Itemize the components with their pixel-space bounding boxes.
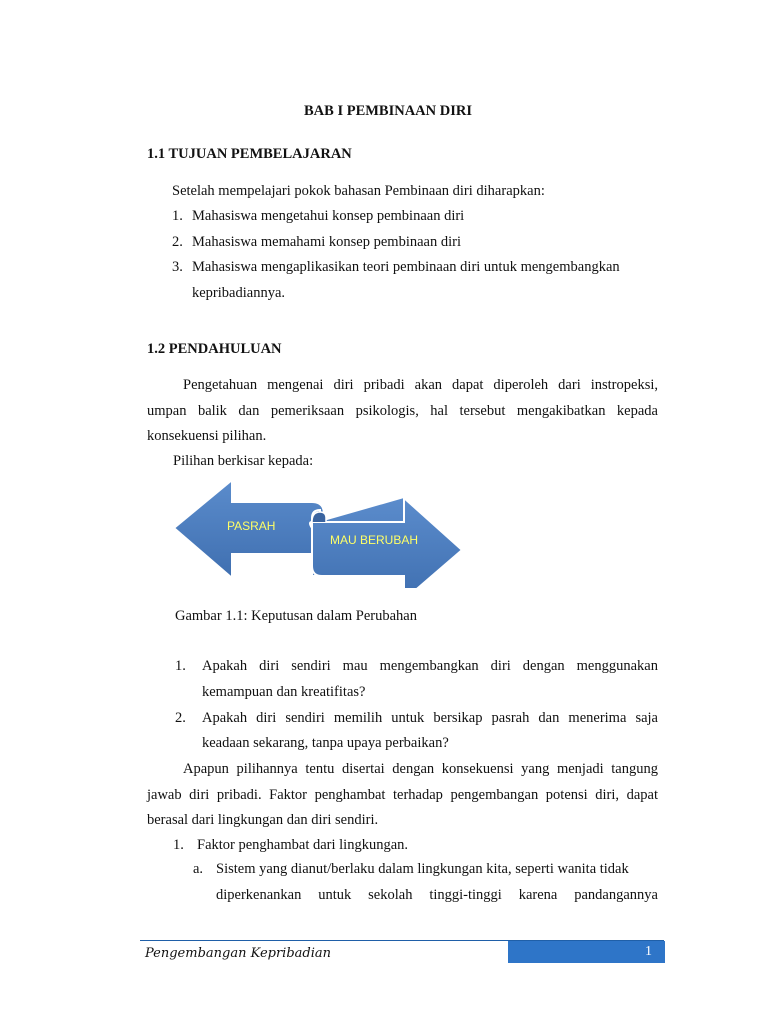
paragraph-line: Apapun pilihannya tentu disertai dengan konsekuensi yang menjadi tangung — [183, 761, 658, 777]
paragraph-line: umpan balik dan pemeriksaan psikologis, hal tersebut mengakibatkan kepada — [147, 403, 658, 419]
chapter-title: BAB I PEMBINAAN DIRI — [304, 103, 472, 119]
decision-diagram — [170, 478, 470, 588]
list-item: 3. Mahasiswa mengaplikasikan teori pembinaan diri untuk mengembangkan — [172, 259, 620, 275]
list-item: 2. Mahasiswa memahami konsep pembinaan diri — [172, 234, 461, 250]
pasrah-label: PASRAH — [227, 519, 276, 533]
scroll-curl — [312, 512, 326, 522]
section-heading-tujuan: 1.1 TUJUAN PEMBELAJARAN — [147, 146, 352, 162]
paragraph-line: jawab diri pribadi. Faktor penghambat terhadap pengembangan potensi diri, dapat — [147, 787, 658, 803]
section1-intro: Setelah mempelajari pokok bahasan Pembinaan diri diharapkan: — [172, 183, 545, 199]
section-heading-pendahuluan: 1.2 PENDAHULUAN — [147, 341, 282, 357]
figure-caption: Gambar 1.1: Keputusan dalam Perubahan — [175, 608, 417, 624]
paragraph-line: berasal dari lingkungan dan diri sendiri. — [147, 812, 379, 828]
paragraph-line: Pengetahuan mengenai diri pribadi akan dapat diperoleh dari instropeksi, — [183, 377, 658, 393]
footer-title: Pengembangan Kepribadian — [145, 946, 332, 961]
mau-berubah-label: MAU BERUBAH — [330, 533, 419, 547]
footer-page-box — [508, 941, 665, 963]
sublist-line: Sistem yang dianut/berlaku dalam lingkungan kita, seperti wanita tidak — [216, 861, 629, 877]
list-item-continuation: kepribadiannya. — [192, 285, 286, 301]
list-number: 1. — [175, 658, 186, 674]
list-number: a. — [193, 861, 204, 877]
list-item: 1. Faktor penghambat dari lingkungan. — [173, 837, 409, 853]
question-line: kemampuan dan kreatifitas? — [202, 684, 366, 700]
question-line: Apakah diri sendiri mau mengembangkan diri dengan menggunakan — [202, 658, 658, 674]
list-item: 1. Mahasiswa mengetahui konsep pembinaan diri — [172, 208, 465, 224]
choices-intro: Pilihan berkisar kepada: — [173, 453, 314, 469]
paragraph-line: konsekuensi pilihan. — [147, 428, 267, 444]
list-number: 2. — [175, 710, 186, 726]
sublist-line: diperkenankan untuk sekolah tinggi-tinggi karena pandangannya — [216, 887, 658, 903]
question-line: Apakah diri sendiri memilih untuk bersikap pasrah dan menerima saja — [202, 710, 658, 726]
page-number: 1 — [645, 944, 652, 959]
question-line: keadaan sekarang, tanpa upaya perbaikan? — [202, 735, 449, 751]
